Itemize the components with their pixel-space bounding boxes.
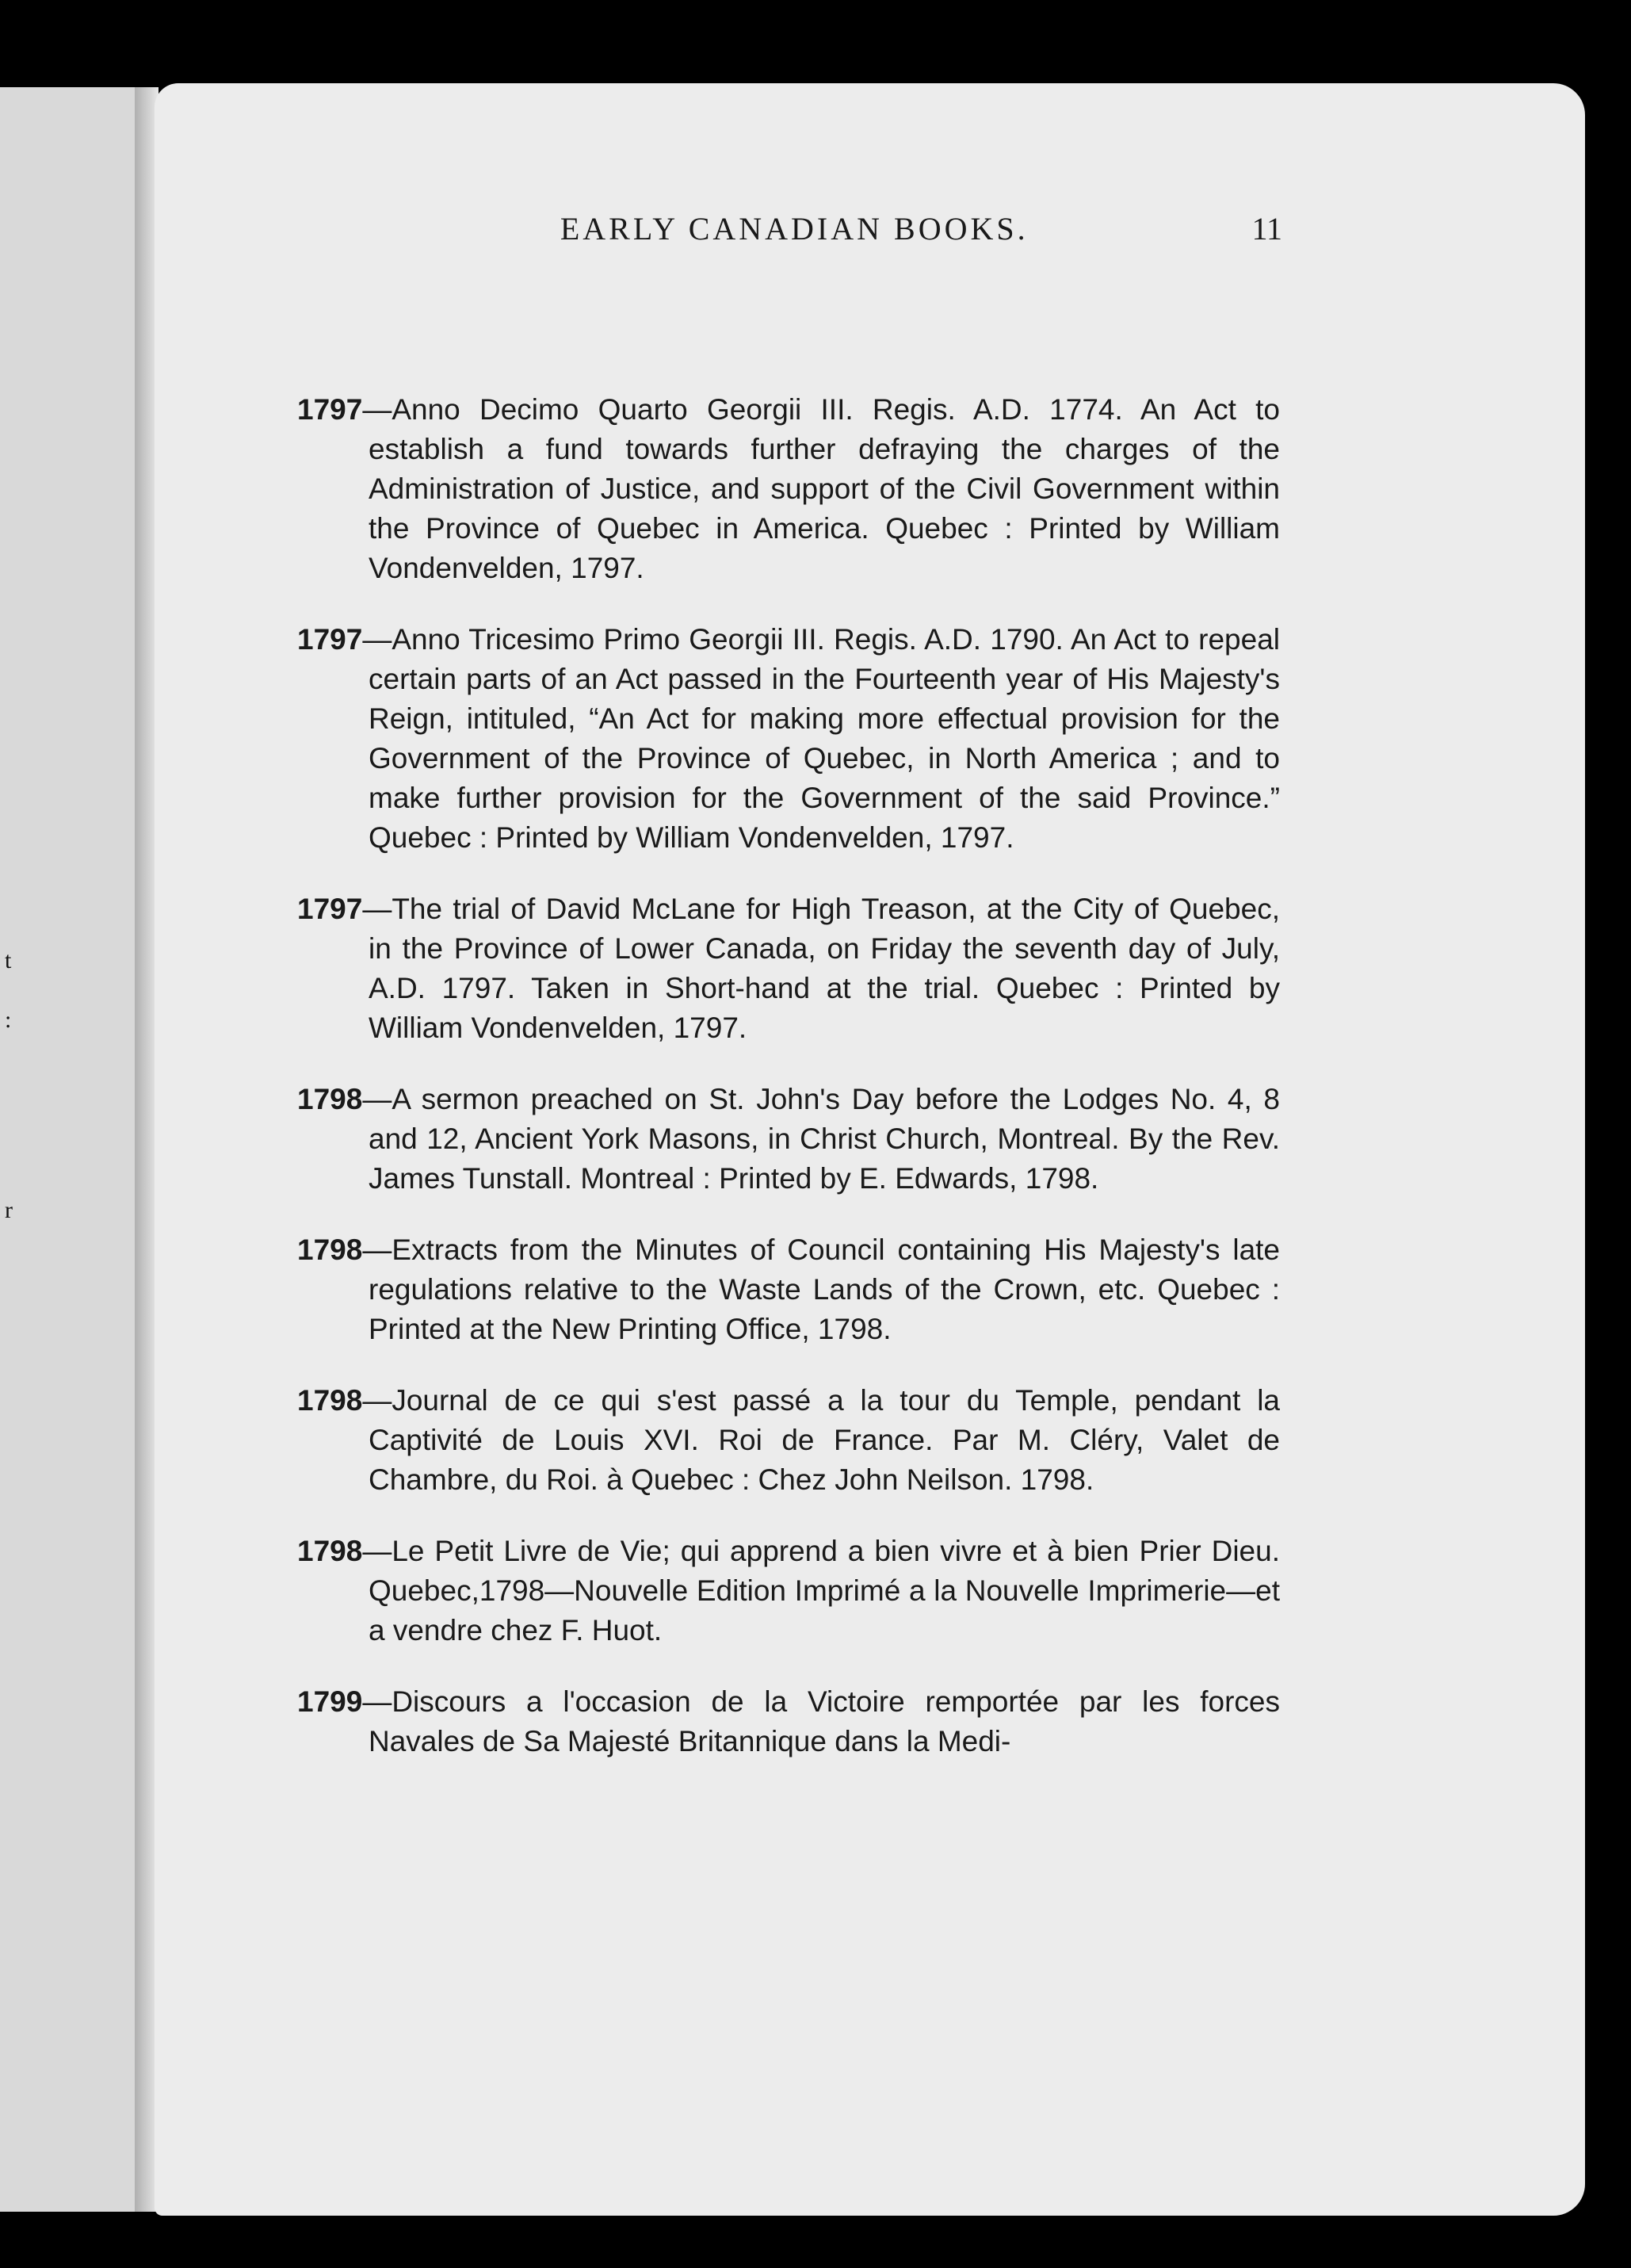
entry	[297, 1532, 1280, 1650]
entry	[297, 620, 1280, 858]
entry-text: —Journal de ce qui s'est passé a la tour du Temple, pendant la Captivité de Louis XVI. Roi de France. Par M. Cléry, Valet de Chambre, du Roi. à Quebec : Chez John Neilson. 1798.	[362, 1384, 1280, 1496]
entry-year: 1798	[297, 1384, 363, 1417]
entry-text: —A sermon preached on St. John's Day before the Lodges No. 4, 8 and 12, Ancient York Masons, in Christ Church, Montreal. By the Rev. James Tunstall. Montreal : Printed by E. Edwards, 1798.	[362, 1083, 1280, 1195]
entry-text: —Discours a l'occasion de la Victoire remportée par les forces Navales de Sa Majesté Britannique dans la Medi-	[362, 1685, 1280, 1757]
entry	[297, 1080, 1280, 1199]
entry-year: 1798	[297, 1083, 363, 1115]
entry-text: —Anno Tricesimo Primo Georgii III. Regis. A.D. 1790. An Act to repeal certain parts of an Act passed in the Fourteenth year of His Majesty's Reign, intituled, “An Act for making more effectual provision for the Government of the Province of Quebec, in North America ; and to make further provision for the Government of the said Province.” Quebec : Printed by William Vondenvelden, 1797.	[362, 623, 1280, 854]
entry-text: —Extracts from the Minutes of Council containing His Majesty's late regulations relative to the Waste Lands of the Crown, etc. Quebec : Printed at the New Printing Office, 1798.	[362, 1233, 1280, 1345]
entry	[297, 1381, 1280, 1500]
entry-text: —Le Petit Livre de Vie; qui apprend a bien vivre et à bien Prier Dieu. Quebec,1798—Nouvelle Edition Imprimé a la Nouvelle Imprimerie—et a vendre chez F. Huot.	[362, 1535, 1280, 1646]
bibliography-entries	[297, 361, 1280, 1793]
entry-year: 1797	[297, 893, 363, 925]
entry-text: —The trial of David McLane for High Treason, at the City of Quebec, in the Province of Lower Canada, on Friday the seventh day of July, A.D. 1797. Taken in Short-hand at the trial. Quebec : Printed by William Vondenvelden, 1797.	[362, 893, 1280, 1044]
facing-page-margin-marks: t : r	[5, 947, 13, 1223]
entry-year: 1797	[297, 393, 363, 426]
page-number: 11	[1251, 211, 1282, 247]
entry-year: 1798	[297, 1535, 363, 1567]
entry-year: 1798	[297, 1233, 363, 1266]
entry	[297, 1230, 1280, 1349]
entry	[297, 889, 1280, 1048]
entry-text: —Anno Decimo Quarto Georgii III. Regis. A.D. 1774. An Act to establish a fund towards further defraying the charges of the Administration of Justice, and support of the Civil Government within the Province of Quebec in America. Quebec : Printed by William Vondenvelden, 1797.	[362, 393, 1280, 584]
entry	[297, 1682, 1280, 1761]
entry	[297, 390, 1280, 588]
running-title: EARLY CANADIAN BOOKS.	[560, 211, 1029, 247]
facing-page-edge	[0, 87, 135, 2212]
entry-year: 1797	[297, 623, 363, 656]
running-head	[337, 210, 1282, 247]
entry-year: 1799	[297, 1685, 363, 1718]
